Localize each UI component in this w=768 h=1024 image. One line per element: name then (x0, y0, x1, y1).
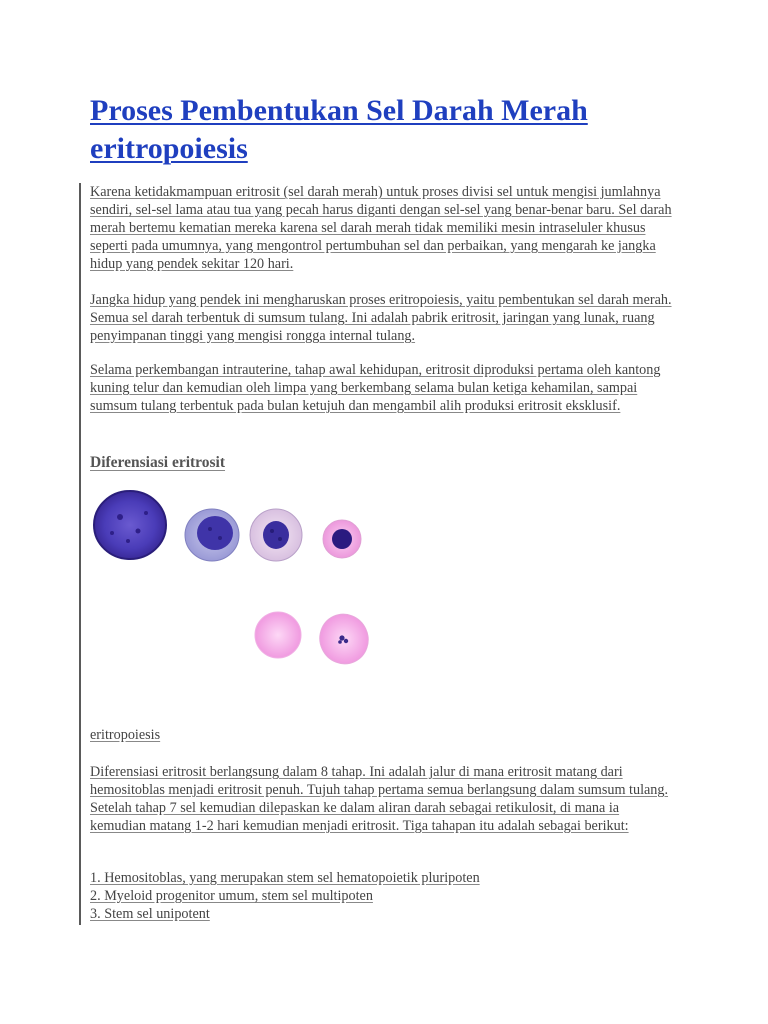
figure-caption: eritropoiesis (90, 727, 161, 743)
stages-list (90, 869, 650, 923)
cell-orthochromatic-erythroblast (323, 520, 361, 558)
paragraph-2: Jangka hidup yang pendek ini mengharuskan proses eritropoiesis, yaitu pembentukan sel darah merah. Semua sel darah terbentuk di sumsum tulang. Ini adalah pabrik eritrosit, jaringan yang lunak, ruang penyimpanan tinggi yang mengisi rongga internal tulang. (90, 292, 672, 344)
cell-basophilic-erythroblast (185, 509, 239, 561)
list-item: 3. Stem sel unipotent (90, 906, 210, 922)
paragraph-3: Selama perkembangan intrauterine, tahap awal kehidupan, eritrosit diproduksi pertama oleh kantong kuning telur dan kemudian oleh limpa yang berkembang selama bulan ketiga kehamilan, sampai sumsum tulang terbentuk pada bulan ketujuh dan mengambil alih produksi eritrosit eksklusif. (90, 362, 661, 414)
cell-mature-erythrocyte (255, 612, 301, 658)
section-heading: Diferensiasi eritrosit (90, 454, 226, 471)
left-margin-rule (79, 183, 81, 925)
page-title: Proses Pembentukan Sel Darah Merah eritropoiesis (90, 94, 588, 165)
cell-proerythroblast (94, 491, 166, 559)
erythrocyte-differentiation-image (90, 483, 390, 703)
cell-polychromatic-erythroblast (250, 509, 302, 561)
erythropoiesis-figure (90, 483, 390, 703)
list-item: 2. Myeloid progenitor umum, stem sel multipoten (90, 888, 373, 904)
paragraph-4: Diferensiasi eritrosit berlangsung dalam 8 tahap. Ini adalah jalur di mana eritrosit matang dari hemositoblas menjadi eritrosit penuh. Tujuh tahap pertama semua berlangsung dalam sumsum tulang. Setelah tahap 7 sel kemudian dilepaskan ke dalam aliran darah sebagai retikulosit, di mana ia kemudian matang 1-2 hari kemudian menjadi eritrosit. Tiga tahapan itu adalah sebagai berikut: (90, 764, 669, 834)
paragraph-1: Karena ketidakmampuan eritrosit (sel darah merah) untuk proses divisi sel untuk mengisi jumlahnya sendiri, sel-sel lama atau tua yang pecah harus diganti dengan sel-sel yang benar-benar baru. Sel darah merah bertemu kematian mereka karena sel darah merah tidak memiliki mesin intraseluler khusus seperti pada umumnya, yang mengontrol pertumbuhan sel dan perbaikan, yang mengarah ke jangka hidup yang pendek sekitar 120 hari. (90, 184, 672, 272)
list-item: 1. Hemositoblas, yang merupakan stem sel hematopoietik pluripoten (90, 870, 480, 886)
cell-reticulocyte (312, 606, 377, 672)
